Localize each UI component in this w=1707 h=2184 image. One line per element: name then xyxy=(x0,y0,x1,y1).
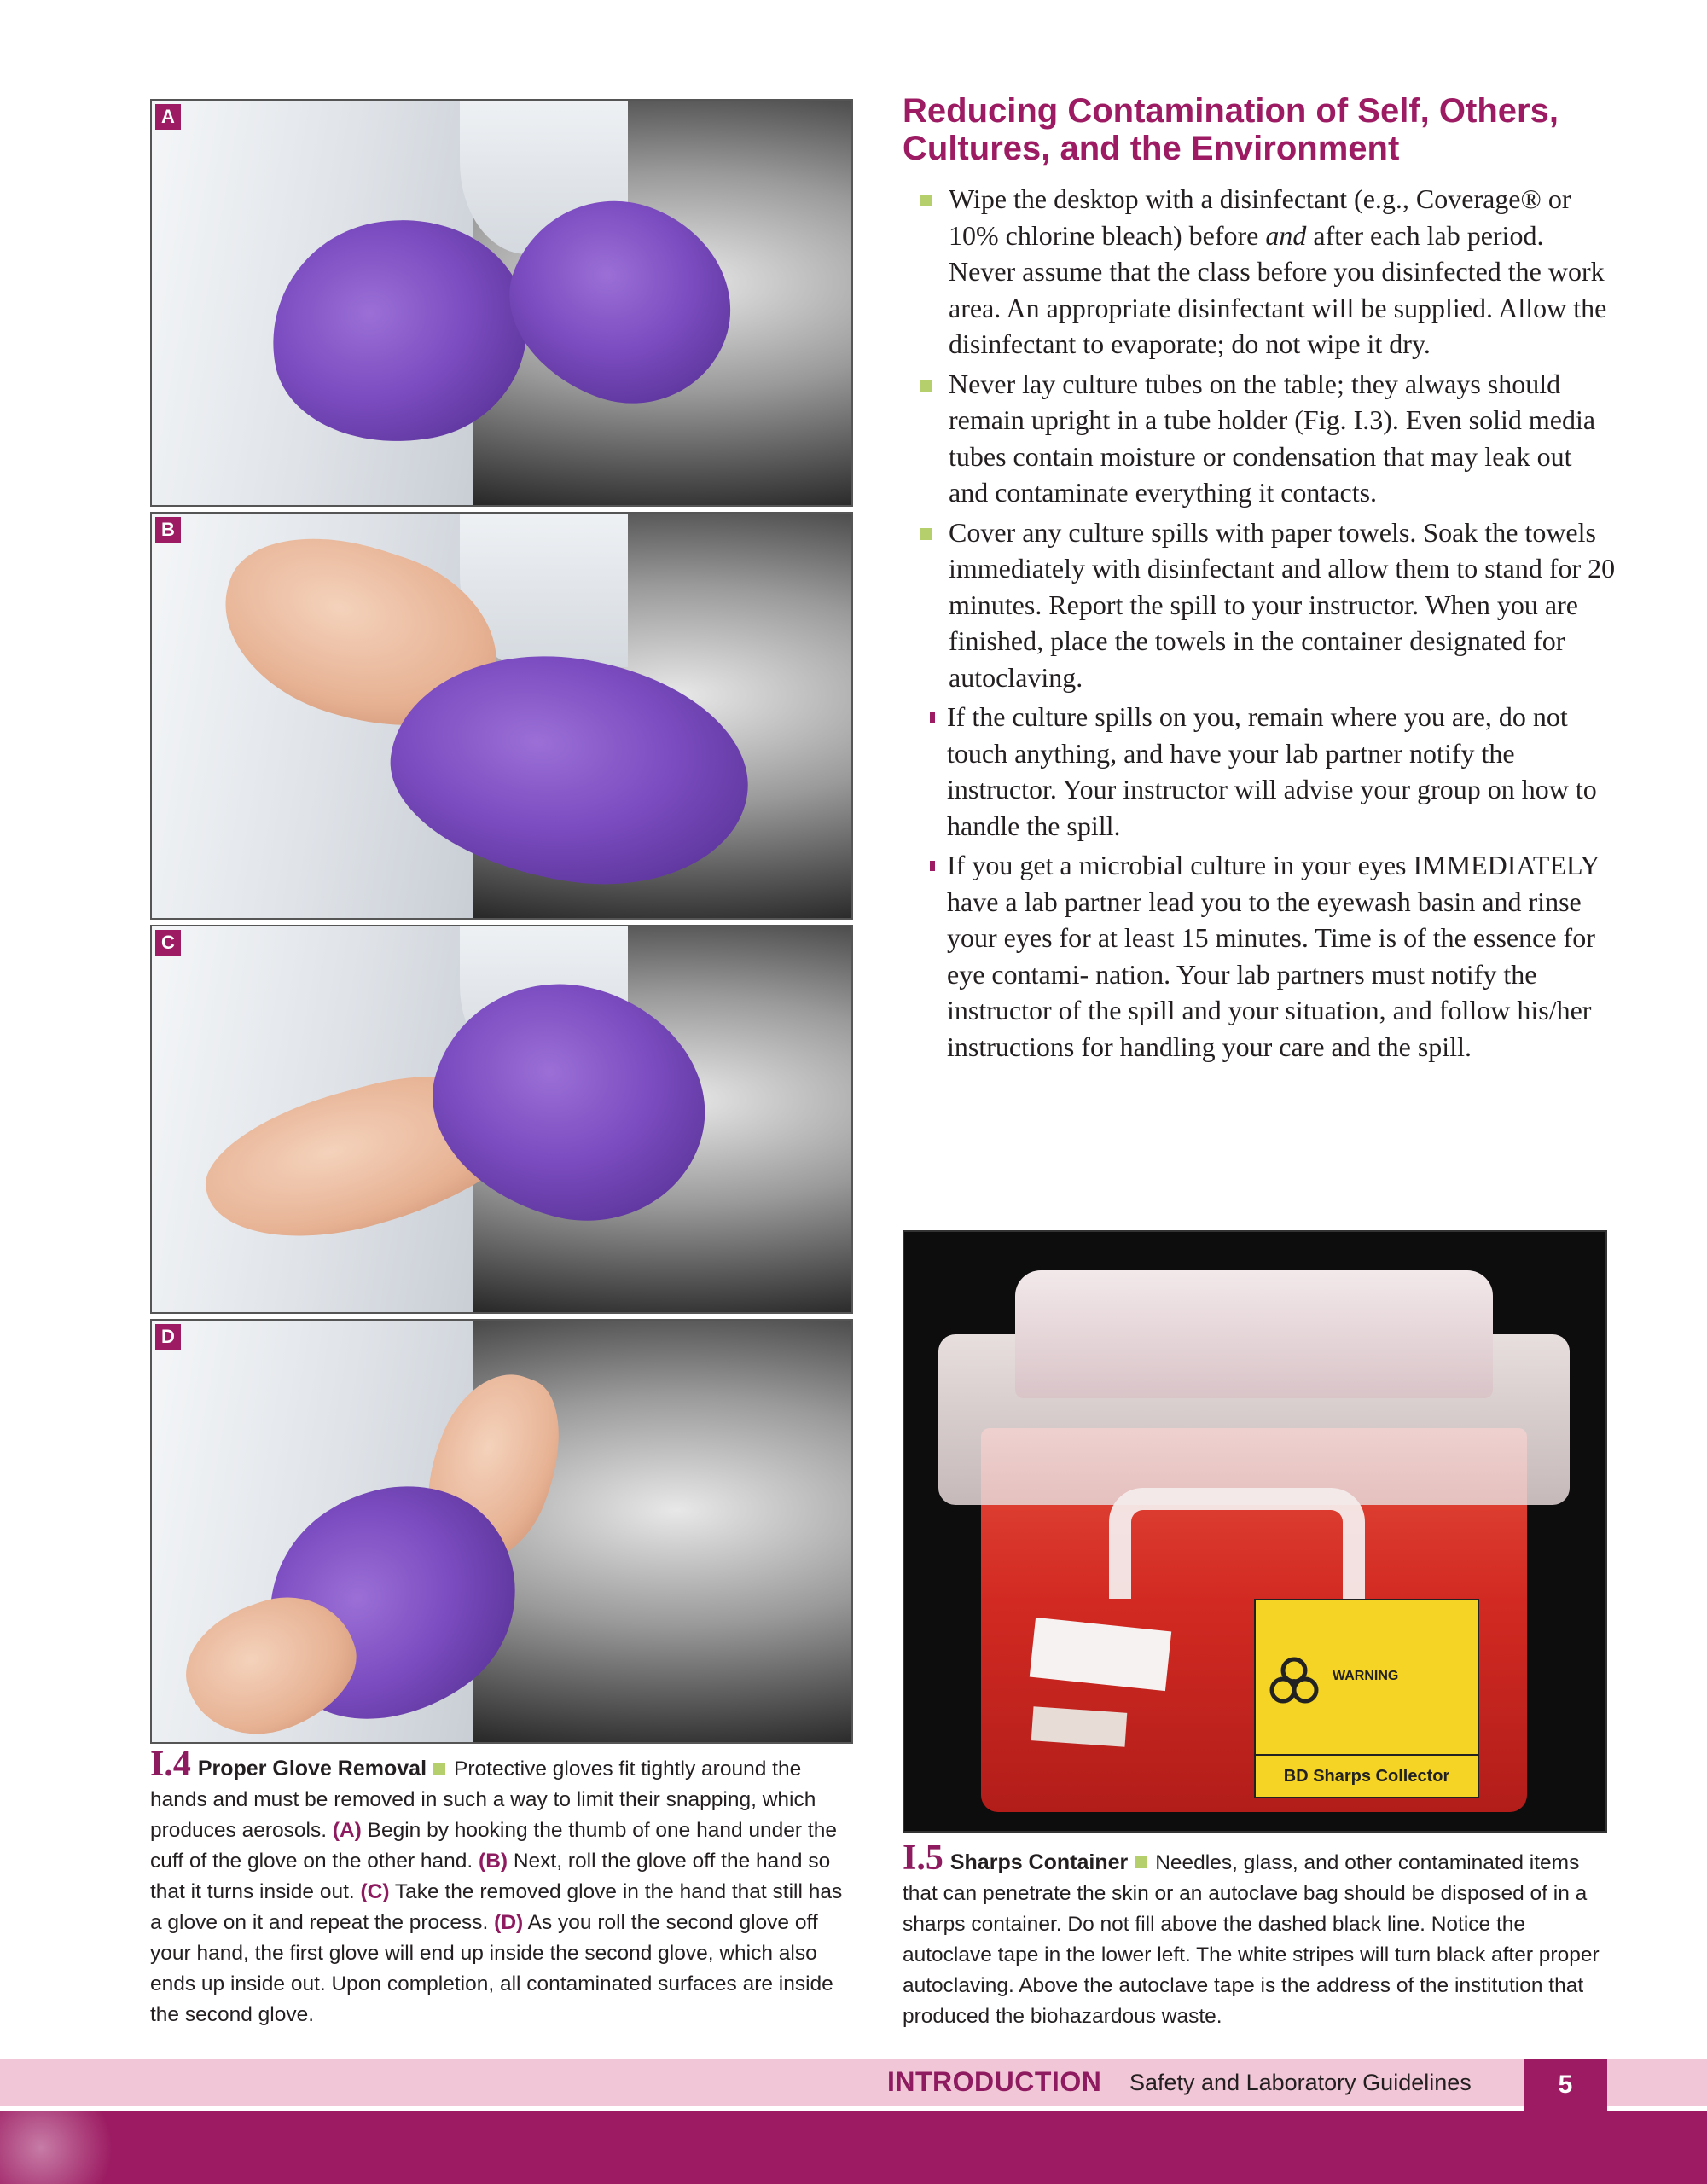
figure-title: Proper Glove Removal xyxy=(197,1757,427,1780)
footer-texture xyxy=(0,2111,136,2184)
spill-sublist xyxy=(930,699,1616,1065)
photo-panel-c xyxy=(150,925,853,1314)
panel-label: A xyxy=(155,104,181,130)
photo-panel-a xyxy=(150,99,853,507)
autoclave-tape xyxy=(1031,1706,1128,1747)
panel-label: B xyxy=(155,517,181,543)
guideline-text: Wipe the desktop with a disinfectant (e.g., Coverage® or 10% chlorine bleach) before xyxy=(949,183,1571,251)
subitem-eyes xyxy=(930,847,1616,1065)
photo-panel-b xyxy=(150,512,853,920)
guideline-emphasis: and xyxy=(1265,219,1307,251)
section-heading: Reducing Contamination of Self, Others, Cultures, and the Environment xyxy=(903,92,1559,167)
panel-ref-b: (B) xyxy=(479,1850,508,1873)
panel-label: D xyxy=(155,1324,181,1350)
footer-subtitle: Safety and Laboratory Guidelines xyxy=(1129,2070,1472,2095)
guideline-text: Cover any culture spills with paper towels. Soak the towels immediately with disinfectant and allow them to stand for 20 minutes. Report the spill to your instructor. When you are finished, place the towels in the container designated for autoclaving. xyxy=(949,516,1616,693)
caption-step-d: As you roll the second glove off your hand, the first glove will end up inside the second glove, which also ends up inside out. Upon completion, all contaminated surfaces are inside the second glove. xyxy=(150,1911,833,2026)
biohazard-icon xyxy=(1264,1652,1324,1711)
guideline-list xyxy=(916,181,1616,1068)
page-number: 5 xyxy=(1524,2059,1607,2111)
square-bullet-icon xyxy=(1135,1856,1147,1868)
warning-text: WARNING xyxy=(1333,1669,1399,1683)
panel-ref-c: (C) xyxy=(360,1880,390,1903)
square-bullet-icon xyxy=(433,1763,445,1774)
figure-caption-i4 xyxy=(150,1745,853,2030)
subitem-spill-on-you xyxy=(930,699,1616,844)
photo-panel-d xyxy=(150,1319,853,1744)
caption-step-c: Take the removed glove in the hand that still has a glove on it and repeat the process. xyxy=(150,1880,843,1934)
container-handle xyxy=(1109,1488,1365,1599)
sharps-collector-label: BD Sharps Collector xyxy=(1256,1754,1478,1797)
footer-bar xyxy=(0,2111,1707,2184)
figure-title: Sharps Container xyxy=(949,1850,1129,1874)
subitem-text: If the culture spills on you, remain where you are, do not touch anything, and have your lab partner notify the instructor. Your instructor will advise your group on how to handle the spill. xyxy=(947,701,1597,841)
guideline-item-disinfect xyxy=(916,181,1616,363)
figure-number: I.4 xyxy=(150,1745,191,1784)
subitem-text: If you get a microbial culture in your eyes IMMEDIATELY have a lab partner lead you to the eyewash basin and rinse your eyes for at least 15 minutes. Time is of the essence for eye contami- nation. Your lab partners must notify the instructor of the spill and your situation, and follow his/her instructions for handling your care and the spill. xyxy=(947,850,1600,1062)
guideline-item-tubes xyxy=(916,366,1616,511)
guideline-item-spills xyxy=(916,514,1616,1066)
caption-step-a: Begin by hooking the thumb of one hand under the cuff of the glove on the other hand. xyxy=(150,1819,837,1873)
figure-number: I.5 xyxy=(903,1838,943,1878)
guideline-text: Never lay culture tubes on the table; they always should remain upright in a tube holder (Fig. I.3). Even solid media tubes contain moisture or condensation that may leak out and contaminate everything it contacts. xyxy=(949,368,1596,508)
caption-step-b: Next, roll the glove off the hand so that it turns inside out. xyxy=(150,1850,831,1903)
panel-ref-d: (D) xyxy=(494,1911,524,1934)
panel-label: C xyxy=(155,930,181,956)
caption-text: Needles, glass, and other contaminated items that can penetrate the skin or an autoclave bag should be disposed of in a sharps container. Do not fill above the dashed black line. Notice the autoclave tape in the lower left. The white stripes will turn black after proper autoclaving. Above the autoclave tape is the address of the institution that produced the biohazardous waste. xyxy=(903,1851,1600,2028)
container-top xyxy=(1015,1270,1493,1398)
footer-section-title: INTRODUCTION xyxy=(887,2066,1102,2097)
panel-ref-a: (A) xyxy=(332,1819,362,1842)
guideline-text: after each lab period. Never assume that the class before you disinfected the work area. An appropriate disinfectant will be supplied. Allow the disinfectant to evaporate; do not wipe it dry. xyxy=(949,219,1607,359)
warning-label xyxy=(1254,1599,1479,1798)
figure-caption-i5 xyxy=(903,1838,1619,2032)
caption-intro: Protective gloves fit tightly around the hands and must be removed in such a way to limit their snapping, which produces aerosols. xyxy=(150,1757,816,1842)
sharps-container-photo xyxy=(903,1230,1607,1833)
